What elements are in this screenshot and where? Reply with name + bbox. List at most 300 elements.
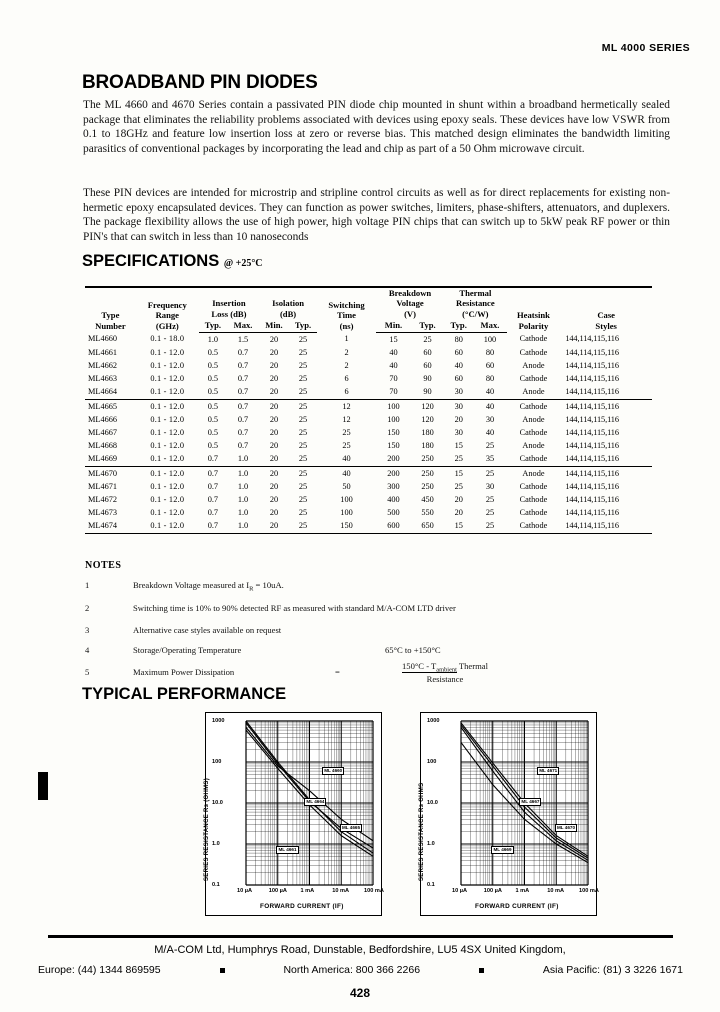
col-type-number: Type Number — [95, 310, 126, 331]
cell-iso-typ: 25 — [298, 334, 308, 344]
cell-th-typ: 20 — [454, 508, 463, 518]
y-tick-label: 10.0 — [212, 800, 223, 806]
cell-freq: 0.1 - 12.0 — [150, 441, 185, 451]
cell-iso-typ: 25 — [298, 414, 308, 424]
cell-case: 144,114,115,116 — [565, 374, 619, 384]
cell-iso-typ: 25 — [289, 452, 317, 466]
cell-pol: Cathode — [519, 334, 548, 344]
x-tick-label: 1 mA — [300, 888, 315, 894]
cell-type: ML4671 — [88, 481, 118, 491]
cell-th-typ: 30 — [454, 401, 463, 411]
col-isolation: Isolation (dB) — [272, 298, 305, 319]
cell-case: 144,114,115,116 — [565, 414, 619, 424]
cell-bv-min: 300 — [387, 481, 400, 491]
table-row — [85, 346, 652, 359]
cell-case: 144,114,115,116 — [565, 401, 619, 411]
x-tick-label: 100 µA — [268, 888, 287, 894]
cell-freq: 0.1 - 12.0 — [150, 428, 185, 438]
cell-iso-min: 20 — [269, 508, 279, 518]
cell-pol: Cathode — [519, 374, 548, 384]
cell-bv-typ: 60 — [423, 361, 432, 371]
note-value: 65°C to +150°C — [385, 645, 441, 655]
cell-iso-min: 20 — [269, 481, 279, 491]
curve-label: ML 4671 — [539, 767, 558, 773]
cell-il-typ: 0.5 — [207, 374, 219, 384]
cell-il-typ: 0.7 — [207, 495, 219, 505]
cell-case: 144,114,115,116 — [565, 521, 619, 531]
cell-iso-typ: 25 — [298, 374, 308, 384]
cell-th-max: 25 — [485, 468, 495, 478]
page-number: 428 — [349, 986, 371, 1000]
cell-freq: 0.1 - 12.0 — [150, 414, 185, 424]
curve-label: ML 4661 — [278, 846, 297, 852]
cell-th-max: 25 — [485, 441, 495, 451]
formula-numerator: $150^\circ C - T_{ambient}$ — [401, 661, 457, 674]
y-tick-label: 1000 — [212, 718, 225, 724]
note-number: 2 — [85, 603, 90, 613]
cell-th-max: 80 — [485, 347, 495, 357]
cell-bv-typ: 90 — [411, 385, 444, 399]
note-number: 1 — [85, 580, 90, 590]
separator-square-icon — [220, 968, 225, 973]
cell-bv-typ: 90 — [423, 374, 432, 384]
cell-il-max: 0.7 — [237, 414, 249, 424]
cell-bv-min: 150 — [387, 441, 400, 451]
cell-sw: 40 — [317, 452, 376, 466]
cell-freq: 0.1 - 12.0 — [150, 374, 185, 384]
cell-th-max: 25 — [485, 521, 495, 531]
col-case-styles: Case Styles — [595, 310, 617, 331]
cell-bv-typ: 120 — [421, 401, 434, 411]
formula-denominator: Thermal Resistance — [426, 661, 488, 684]
curve-label: ML 4660 — [324, 767, 343, 773]
col-insertion-loss: Insertion Loss (dB) — [211, 298, 247, 319]
cell-sw: 25 — [342, 428, 351, 438]
cell-il-max: 1.0 — [237, 495, 249, 505]
cell-freq: 0.1 - 12.0 — [150, 361, 185, 371]
x-tick-label: 100 µA — [483, 888, 502, 894]
cell-case: 144,114,115,116 — [565, 495, 619, 505]
x-tick-label: 1 mA — [515, 888, 530, 894]
series-header: ML 4000 SERIES — [601, 42, 690, 54]
cell-type: ML4672 — [88, 495, 118, 505]
cell-il-max: 0.7 — [237, 374, 249, 384]
cell-sw: 12 — [342, 414, 351, 424]
cell-th-typ: 15 — [454, 468, 463, 478]
cell-bv-min: 100 — [387, 401, 400, 411]
cell-bv-typ: 180 — [421, 441, 434, 451]
cell-case: 144,114,115,116 — [565, 481, 619, 491]
cell-pol: Anode — [522, 414, 545, 424]
cell-sw: 25 — [342, 441, 351, 451]
cell-bv-min: 40 — [389, 361, 398, 371]
cell-bv-typ: 120 — [421, 414, 434, 424]
x-axis-label: FORWARD CURRENT (IF) — [475, 903, 559, 910]
cell-sw: 2 — [344, 347, 349, 357]
x-tick-label: 100 mA — [579, 888, 599, 894]
col-heatsink-polarity: Heatsink Polarity — [516, 310, 550, 331]
y-tick-label: 0.1 — [212, 882, 220, 888]
cell-pol: Anode — [522, 361, 545, 371]
cell-th-max: 30 — [485, 481, 495, 491]
table-row — [85, 493, 652, 506]
footer-divider — [48, 935, 673, 938]
cell-sw: 150 — [340, 521, 353, 531]
cell-bv-min: 70 — [376, 385, 411, 399]
cell-sw: 100 — [340, 495, 353, 505]
chart-series-resistance-left — [205, 712, 382, 916]
cell-bv-min: 400 — [387, 495, 400, 505]
cell-bv-min: 600 — [387, 521, 400, 531]
cell-sw: 12 — [342, 401, 351, 411]
cell-sw: 40 — [342, 468, 351, 478]
cell-sw: 6 — [344, 374, 349, 384]
cell-iso-min: 20 — [269, 495, 279, 505]
cell-type: ML4666 — [88, 414, 118, 424]
col-th-typ: Typ. — [444, 320, 473, 332]
cell-freq: 0.1 - 12.0 — [150, 481, 185, 491]
curve-label: ML 4669 — [493, 846, 512, 852]
cell-freq: 0.1 - 12.0 — [150, 401, 185, 411]
cell-iso-typ: 25 — [298, 521, 308, 531]
cell-case: 144,114,115,116 — [565, 468, 619, 478]
y-tick-label: 1000 — [427, 718, 440, 724]
cell-freq: 0.1 - 12.0 — [136, 452, 199, 466]
cell-th-max: 30 — [485, 414, 495, 424]
table-row — [85, 439, 652, 452]
cell-freq: 0.1 - 12.0 — [136, 385, 199, 399]
cell-pol: Cathode — [519, 401, 548, 411]
margin-mark — [38, 772, 48, 800]
cell-iso-typ: 25 — [298, 508, 308, 518]
cell-iso-min: 20 — [269, 401, 279, 411]
specifications-heading — [82, 252, 263, 271]
cell-th-typ: 30 — [454, 428, 463, 438]
curve-label: ML 4665 — [341, 825, 361, 831]
cell-il-max: 1.0 — [237, 521, 249, 531]
cell-iso-min: 20 — [269, 521, 279, 531]
cell-bv-min: 500 — [387, 508, 400, 518]
cell-th-max: 80 — [485, 374, 495, 384]
table-row — [85, 413, 652, 426]
company-address: M/A-COM Ltd, Humphrys Road, Dunstable, Bedfordshire, LU5 4SX United Kingdom, — [154, 944, 566, 956]
cell-il-typ: 0.5 — [207, 347, 219, 357]
power-dissipation-formula — [385, 661, 505, 684]
cell-pol: Cathode — [519, 481, 548, 491]
cell-bv-typ: 450 — [421, 495, 434, 505]
cell-bv-min: 200 — [376, 452, 411, 466]
note-number: 3 — [85, 625, 90, 635]
cell-th-typ: 20 — [454, 414, 463, 424]
cell-th-max: 25 — [485, 508, 495, 518]
cell-bv-typ: 250 — [421, 481, 434, 491]
cell-freq: 0.1 - 12.0 — [150, 508, 185, 518]
col-frequency-range: Frequency Range (GHz) — [147, 299, 187, 331]
cell-th-max: 60 — [485, 361, 495, 371]
table-header-row-1 — [85, 287, 652, 320]
page-title: BROADBAND PIN DIODES — [82, 72, 318, 93]
cell-case: 144,114,115,116 — [565, 334, 619, 344]
cell-freq: 0.1 - 12.0 — [150, 521, 185, 531]
cell-bv-min: 70 — [389, 374, 398, 384]
cell-sw: 6 — [317, 385, 376, 399]
cell-il-typ: 1.0 — [207, 334, 219, 344]
x-tick-label: 100 mA — [364, 888, 384, 894]
note-text: Storage/Operating Temperature — [133, 645, 242, 655]
cell-iso-typ: 25 — [298, 361, 308, 371]
cell-th-typ: 60 — [454, 374, 463, 384]
contact-row — [38, 964, 683, 976]
cell-il-typ: 0.7 — [207, 508, 219, 518]
cell-il-max: 1.5 — [237, 334, 249, 344]
x-tick-label: 10 µA — [237, 888, 253, 894]
cell-type: ML4673 — [88, 508, 118, 518]
plot-area — [206, 713, 381, 915]
curve-label: ML 4667 — [521, 799, 540, 805]
cell-iso-typ: 25 — [298, 495, 308, 505]
cell-bv-typ: 60 — [423, 347, 432, 357]
cell-th-typ: 15 — [454, 521, 463, 531]
cell-pol: Anode — [522, 468, 545, 478]
cell-bv-min: 100 — [387, 414, 400, 424]
cell-type: ML4663 — [88, 374, 118, 384]
table-row — [85, 466, 652, 480]
table-row — [85, 480, 652, 493]
cell-freq: 0.1 - 18.0 — [150, 334, 185, 344]
cell-freq: 0.1 - 12.0 — [150, 495, 185, 505]
cell-il-typ: 0.7 — [207, 481, 219, 491]
cell-iso-min: 20 — [269, 441, 279, 451]
cell-bv-min: 200 — [387, 468, 400, 478]
table-row — [85, 399, 652, 413]
cell-type: ML4670 — [88, 468, 118, 478]
specifications-table — [85, 286, 652, 534]
x-tick-label: 10 µA — [452, 888, 468, 894]
note-text: Switching time is 10% to 90% detected RF as measured with standard M/A-COM LTD driver — [133, 603, 456, 613]
cell-th-typ: 30 — [444, 385, 473, 399]
cell-th-typ: 60 — [454, 347, 463, 357]
curve-label: ML 4670 — [556, 825, 576, 831]
cell-bv-typ: 650 — [421, 521, 434, 531]
specifications-label: SPECIFICATIONS — [82, 252, 220, 270]
cell-sw: 100 — [340, 508, 353, 518]
table-row — [85, 372, 652, 385]
cell-il-typ: 0.7 — [207, 468, 219, 478]
cell-case: 144,114,115,116 — [560, 452, 652, 466]
cell-iso-typ: 25 — [289, 385, 317, 399]
cell-pol: Anode — [522, 441, 545, 451]
cell-th-typ: 20 — [454, 495, 463, 505]
x-tick-label: 10 mA — [547, 888, 565, 894]
cell-il-typ: 0.5 — [207, 414, 219, 424]
cell-iso-typ: 25 — [298, 481, 308, 491]
cell-bv-min: 40 — [389, 347, 398, 357]
cell-type: ML4668 — [88, 441, 118, 451]
cell-iso-min: 20 — [269, 361, 279, 371]
cell-pol: Cathode — [519, 347, 548, 357]
cell-bv-typ: 550 — [421, 508, 434, 518]
col-iso-typ: Typ. — [289, 320, 317, 332]
cell-il-max: 1.0 — [227, 452, 259, 466]
table-row — [85, 452, 652, 466]
y-tick-label: 100 — [427, 759, 437, 765]
col-bv-min: Min. — [376, 320, 411, 332]
cell-type: ML4667 — [88, 428, 118, 438]
cell-case: 144,114,115,116 — [565, 428, 619, 438]
cell-case: 144,114,115,116 — [565, 361, 619, 371]
cell-iso-min: 20 — [269, 334, 279, 344]
intro-paragraph-2: These PIN devices are intended for microstrip and stripline control circuits as well as for direct replacements for existing non-hermetic epoxy encapsulated devices. They can function as power switches, limiters, phase-shifters, attenuators, and duplexers. The package flexibility allows the use of high power, high voltage PIN chips that can switch up to 5kW peak RF power or thin PIN's that can switch in less than 10 nanoseconds — [83, 187, 670, 243]
cell-iso-typ: 25 — [298, 468, 308, 478]
equals-sign: = — [335, 667, 340, 677]
cell-sw: 1 — [344, 334, 349, 344]
cell-sw: 2 — [344, 361, 349, 371]
cell-type: ML4665 — [88, 401, 118, 411]
cell-il-max: 1.0 — [237, 508, 249, 518]
y-tick-label: 10.0 — [427, 800, 438, 806]
cell-il-typ: 0.7 — [207, 521, 219, 531]
cell-th-max: 40 — [485, 401, 495, 411]
cell-type: ML4664 — [85, 385, 136, 399]
chart-series-resistance-right — [420, 712, 597, 916]
cell-th-typ: 25 — [454, 481, 463, 491]
table-row — [85, 426, 652, 439]
cell-iso-typ: 25 — [298, 428, 308, 438]
col-il-max: Max. — [227, 320, 259, 332]
table-row — [85, 359, 652, 372]
col-il-typ: Typ. — [199, 320, 227, 332]
note-number: 5 — [85, 667, 90, 677]
cell-pol: Anode — [507, 385, 561, 399]
cell-case: 144,114,115,116 — [560, 385, 652, 399]
x-tick-label: 10 mA — [332, 888, 350, 894]
cell-case: 144,114,115,116 — [565, 347, 619, 357]
col-switching-time: Switching Time (ns) — [328, 299, 365, 331]
cell-il-typ: 0.5 — [207, 401, 219, 411]
cell-pol: Cathode — [519, 495, 548, 505]
cell-freq: 0.1 - 12.0 — [150, 347, 185, 357]
cell-il-max: 0.7 — [237, 347, 249, 357]
cell-bv-typ: 250 — [421, 468, 434, 478]
note-text: Maximum Power Dissipation — [133, 667, 235, 677]
y-axis-label: SERIES RESISTANCE Rs OHMS — [419, 782, 425, 881]
cell-il-max: 0.7 — [227, 385, 259, 399]
cell-iso-typ: 25 — [298, 401, 308, 411]
cell-il-typ: 0.5 — [207, 441, 219, 451]
cell-bv-min: 150 — [387, 428, 400, 438]
cell-case: 144,114,115,116 — [565, 508, 619, 518]
cell-th-typ: 40 — [454, 361, 463, 371]
contact-asia-pacific: Asia Pacific: (81) 3 3226 1671 — [542, 964, 683, 976]
separator-square-icon — [479, 968, 484, 973]
cell-iso-min: 20 — [269, 468, 279, 478]
curve-label: ML 4664 — [306, 799, 325, 805]
table-row — [85, 506, 652, 519]
cell-il-typ: 0.5 — [207, 361, 219, 371]
y-tick-label: 0.1 — [427, 882, 435, 888]
table-row — [85, 385, 652, 399]
cell-pol: Cathode — [519, 508, 548, 518]
cell-th-max: 100 — [483, 334, 497, 344]
cell-iso-min: 20 — [269, 414, 279, 424]
cell-il-max: 1.0 — [237, 468, 249, 478]
cell-pol: Cathode — [507, 452, 561, 466]
cell-iso-min: 20 — [269, 374, 279, 384]
cell-case: 144,114,115,116 — [565, 441, 619, 451]
cell-sw: 50 — [342, 481, 351, 491]
cell-th-max: 35 — [473, 452, 506, 466]
cell-iso-typ: 25 — [298, 441, 308, 451]
note-text: Breakdown Voltage measured at $I_R = 10uA$. — [133, 580, 284, 593]
cell-th-max: 25 — [485, 495, 495, 505]
cell-th-max: 40 — [485, 428, 495, 438]
cell-il-max: 0.7 — [237, 361, 249, 371]
y-tick-label: 100 — [212, 759, 222, 765]
col-iso-min: Min. — [259, 320, 289, 332]
cell-il-max: 1.0 — [237, 481, 249, 491]
y-tick-label: 1.0 — [212, 841, 220, 847]
cell-pol: Cathode — [519, 521, 548, 531]
cell-il-typ: 0.5 — [199, 385, 227, 399]
table-row — [85, 332, 652, 346]
note-text: Alternative case styles available on request — [133, 625, 282, 635]
cell-il-typ: 0.5 — [207, 428, 219, 438]
cell-pol: Cathode — [519, 428, 548, 438]
table-body — [85, 332, 652, 533]
col-th-max: Max. — [473, 320, 506, 332]
contact-europe: Europe: (44) 1344 869595 — [38, 964, 161, 976]
table-header — [85, 287, 652, 332]
note-number: 4 — [85, 645, 90, 655]
cell-iso-min: 20 — [269, 347, 279, 357]
y-axis-label: SERIES RESISTANCE Rs (OHMS) — [204, 777, 210, 881]
col-breakdown-voltage: Breakdown Voltage (V) — [388, 288, 432, 319]
cell-freq: 0.1 - 12.0 — [150, 468, 185, 478]
notes-heading: NOTES — [85, 560, 122, 571]
cell-th-typ: 25 — [444, 452, 473, 466]
cell-iso-min: 20 — [269, 428, 279, 438]
cell-th-max: 40 — [473, 385, 506, 399]
cell-type: ML4662 — [88, 361, 118, 371]
cell-bv-min: 15 — [389, 334, 398, 344]
cell-il-typ: 0.7 — [199, 452, 227, 466]
cell-il-max: 0.7 — [237, 441, 249, 451]
cell-type: ML4661 — [88, 347, 118, 357]
intro-paragraph-1: The ML 4660 and 4670 Series contain a passivated PIN diode chip mounted in shunt within a broadband hermetically sealed package that eliminates the reliability problems associated with devices using epoxy seals. These devices have low VSWR from 0.1 to 18GHz and feature low insertion loss at zero or reverse bias. This matched design eliminates the bandwidth limiting parasitics of conventional packages by incorporating the lead and chip as part of a 50 Ohm microwave circuit. — [83, 99, 670, 155]
typical-performance-heading: TYPICAL PERFORMANCE — [82, 685, 287, 703]
contact-north-america: North America: 800 366 2266 — [283, 964, 421, 976]
table-row — [85, 519, 652, 533]
cell-iso-min: 20 — [259, 452, 289, 466]
cell-il-max: 0.7 — [237, 428, 249, 438]
y-tick-label: 1.0 — [427, 841, 435, 847]
col-bv-typ: Typ. — [411, 320, 444, 332]
cell-th-typ: 15 — [454, 441, 463, 451]
cell-type: ML4660 — [88, 334, 118, 344]
x-axis-label: FORWARD CURRENT (IF) — [260, 903, 344, 910]
cell-iso-min: 20 — [259, 385, 289, 399]
cell-bv-typ: 250 — [411, 452, 444, 466]
specifications-condition: @ +25°C — [223, 258, 263, 269]
cell-il-max: 0.7 — [237, 401, 249, 411]
cell-bv-typ: 180 — [421, 428, 434, 438]
col-thermal-resistance: Thermal Resistance (°C/W) — [456, 288, 495, 319]
cell-iso-typ: 25 — [298, 347, 308, 357]
cell-type: ML4674 — [88, 521, 118, 531]
cell-type: ML4669 — [85, 452, 136, 466]
plot-area — [421, 713, 596, 915]
cell-bv-typ: 25 — [423, 334, 432, 344]
